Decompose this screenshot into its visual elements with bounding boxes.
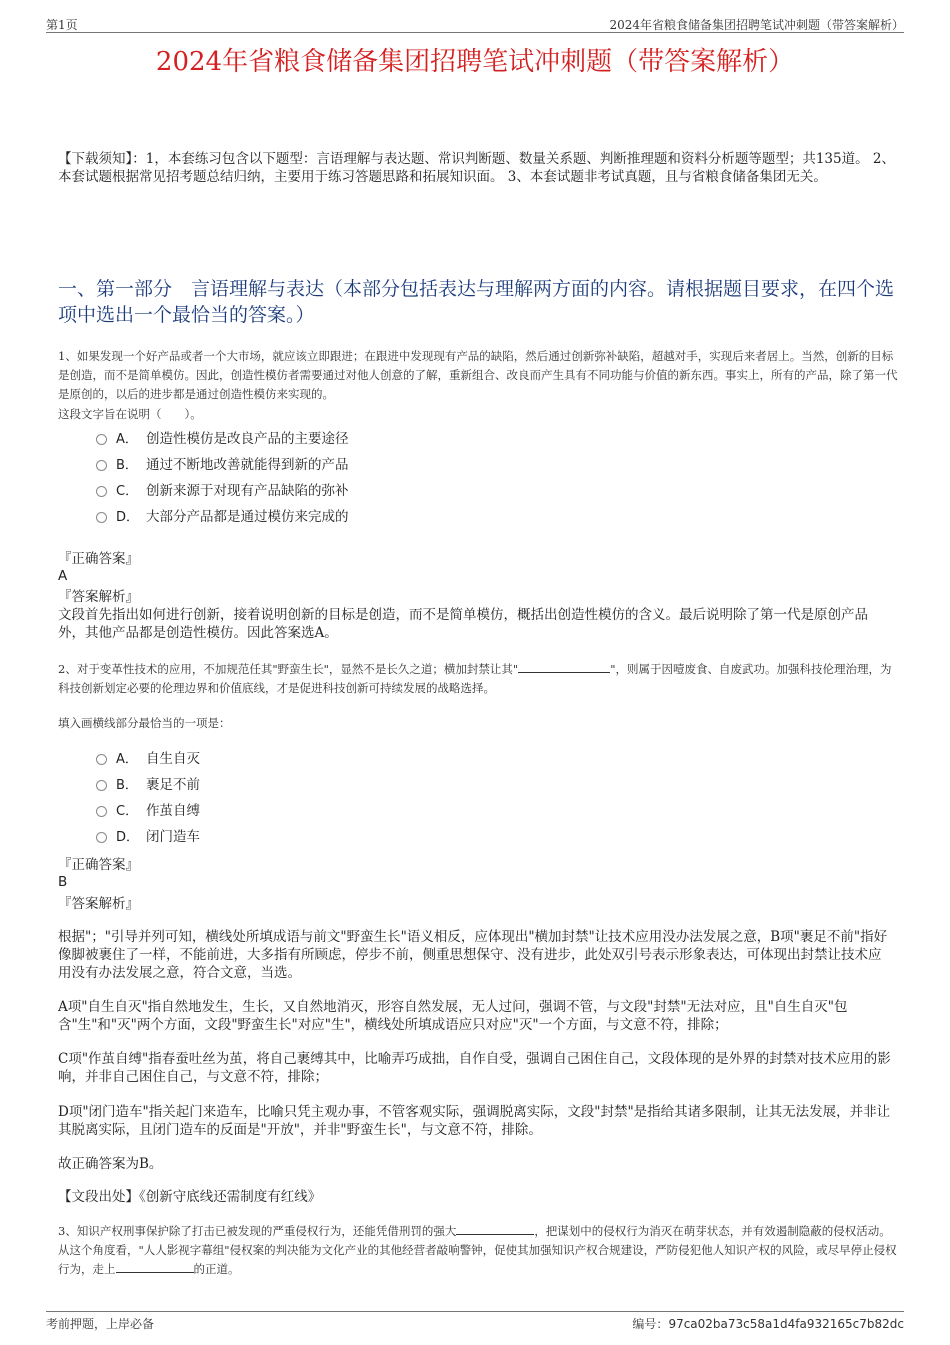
footer-slogan: 考前押题，上岸必备 [46,1317,155,1331]
fill-blank [456,1222,534,1235]
source-citation: 【文段出处】《创新守底线还需制度有红线》 [58,1189,322,1205]
document-id-label: 编号： [632,1317,669,1331]
question-1-stem: 1、如果发现一个好产品或者一个大市场，就应该立即跟进；在跟进中发现现有产品的缺陷，然后通过创新弥补缺陷，超越对手，实现后来者居上。当然，创新的目标是创造，而不是简单模仿。因此，创造性模仿者需要通过对他人创意的了解，重新组合、改良而产生具有不同功能与价值的新东西。事实上，所有的产品，除了第一代是原创的，以后的进步都是通过创造性模仿来实现的。 [58,349,898,401]
analysis-text: 文段首先指出如何进行创新，接着说明创新的目标是创造，而不是简单模仿，概括出创造性模仿的含义。最后说明除了第一代是原创产品外，其他产品都是创造性模仿。因此答案选A。 [58,607,868,641]
option-text: 自生自灭 [146,751,200,767]
question-2-prompt: 填入画横线部分最恰当的一项是： [58,716,231,730]
option-letter: C． [116,484,139,499]
fill-blank [116,1260,194,1273]
option-letter: B． [116,458,138,473]
question-3-stem [58,1222,898,1279]
radio-icon[interactable] [96,512,107,523]
question-2-stem [58,660,898,698]
header-divider [46,32,904,33]
option-letter: C． [116,804,139,819]
question-2-options [96,746,200,850]
radio-icon[interactable] [96,460,107,471]
stem-text: 2、对于变革性技术的应用，不加规范任其"野蛮生长"，显然不是长久之道；横加封禁让其" [58,662,519,676]
radio-icon[interactable] [96,434,107,445]
analysis-conclusion: 故正确答案为B。 [58,1156,163,1172]
option-text: 作茧自缚 [146,803,200,819]
analysis-paragraph: 根据"；"引导并列可知，横线处所填成语与前文"野蛮生长"语义相反，应体现出"横加封禁"让技术应用没办法发展之意，B项"裹足不前"指好像脚被裹住了一样，不能前进，大多指有所顾虑，停步不前，侧重思想保守、没有进步，此处双引号表示形象表达，可体现出封禁让技术应用没有办法发展之意，符合文意，当选。 [58,929,888,981]
stem-text: 3、知识产权刑事保护除了打击已被发现的严重侵权行为，还能凭借刑罚的强大 [58,1224,457,1238]
option-b[interactable] [96,772,200,798]
option-a[interactable] [96,426,349,452]
document-id-value: 97ca02ba73c58a1d4fa932165c7b82dc [668,1317,904,1331]
analysis-paragraph: D项"闭门造车"指关起门来造车，比喻只凭主观办事，不管客观实际，强调脱离实际，文段"封禁"是指给其诸多限制，让其无法发展，并非让其脱离实际，且闭门造车的反面是"开放"，并非"野蛮生长"，与文意不符，排除。 [58,1104,891,1138]
stem-text: "，则属于因噎废食、自废武功。加强科技伦理治理，为科技创新划定必要的伦理边界和价值底线，才是促进科技创新可持续发展的战略选择。 [58,662,892,695]
correct-answer-label: 『正确答案』 [58,857,139,873]
stem-text: ，把谋划中的侵权行为消灭在萌芽状态，并有效遏制隐蔽的侵权活动。从这个角度看，"人人影视字幕组"侵权案的判决能为文化产业的其他经营者敲响警钟，促使其加强知识产权合规建设，严防侵犯他人知识产权的风险，或尽早停止侵权行为，走上 [58,1224,897,1276]
question-1-prompt: 这段文字旨在说明（ ）。 [58,407,202,421]
option-letter: A． [116,432,138,447]
radio-icon[interactable] [96,486,107,497]
option-a[interactable] [96,746,200,772]
option-text: 裹足不前 [146,777,200,793]
analysis-paragraph: A项"自生自灭"指自然地发生，生长，又自然地消灭，形容自然发展，无人过问，强调不管，与文段"封禁"无法对应，且"自生自灭"包含"生"和"灭"两个方面，文段"野蛮生长"对应"生"，横线处所填成语应只对应"灭"一个方面，与文意不符，排除； [58,999,848,1033]
radio-icon[interactable] [96,754,107,765]
footer-divider [46,1311,904,1312]
radio-icon[interactable] [96,780,107,791]
correct-answer: A [58,568,68,584]
option-text: 通过不断地改善就能得到新的产品 [146,457,349,473]
option-text: 闭门造车 [146,829,200,845]
document-id [632,1315,904,1332]
option-letter: D． [116,510,140,525]
section-heading: 一、第一部分 言语理解与表达（本部分包括表达与理解两方面的内容。请根据题目要求，在四个选项中选出一个最恰当的答案。） [58,278,895,326]
option-d[interactable] [96,504,349,530]
option-c[interactable] [96,478,349,504]
option-b[interactable] [96,452,349,478]
analysis-paragraph: C项"作茧自缚"指春蚕吐丝为茧，将自己裹缚其中，比喻弄巧成拙，自作自受，强调自己困住自己，文段体现的是外界的封禁对技术应用的影响，并非自己困住自己，与文意不符，排除； [58,1051,891,1085]
analysis-label: 『答案解析』 [58,589,139,605]
correct-answer-label: 『正确答案』 [58,551,139,567]
option-letter: D． [116,830,140,845]
option-letter: A． [116,752,138,767]
stem-text: 的正道。 [193,1262,240,1276]
option-text: 创造性模仿是改良产品的主要途径 [146,431,349,447]
option-d[interactable] [96,824,200,850]
running-header-title: 2024年省粮食储备集团招聘笔试冲刺题（带答案解析） [609,18,904,32]
radio-icon[interactable] [96,832,107,843]
question-1-options [96,426,349,530]
option-text: 大部分产品都是通过模仿来完成的 [146,509,349,525]
option-c[interactable] [96,798,200,824]
option-letter: B． [116,778,138,793]
fill-blank [518,660,610,673]
radio-icon[interactable] [96,806,107,817]
download-notice: 【下载须知】：1，本套练习包含以下题型：言语理解与表达题、常识判断题、数量关系题、判断推理题和资料分析题等题型；共135道。 2、本套试题根据常见招考题总结归纳，主要用于练习答题思路和拓展知识面。 3、本套试题非考试真题，且与省粮食储备集团无关。 [58,151,895,185]
analysis-label: 『答案解析』 [58,896,139,912]
correct-answer: B [58,874,68,890]
option-text: 创新来源于对现有产品缺陷的弥补 [146,483,349,499]
document-title: 2024年省粮食储备集团招聘笔试冲刺题（带答案解析） [155,47,795,77]
page-number: 第1页 [46,18,78,32]
